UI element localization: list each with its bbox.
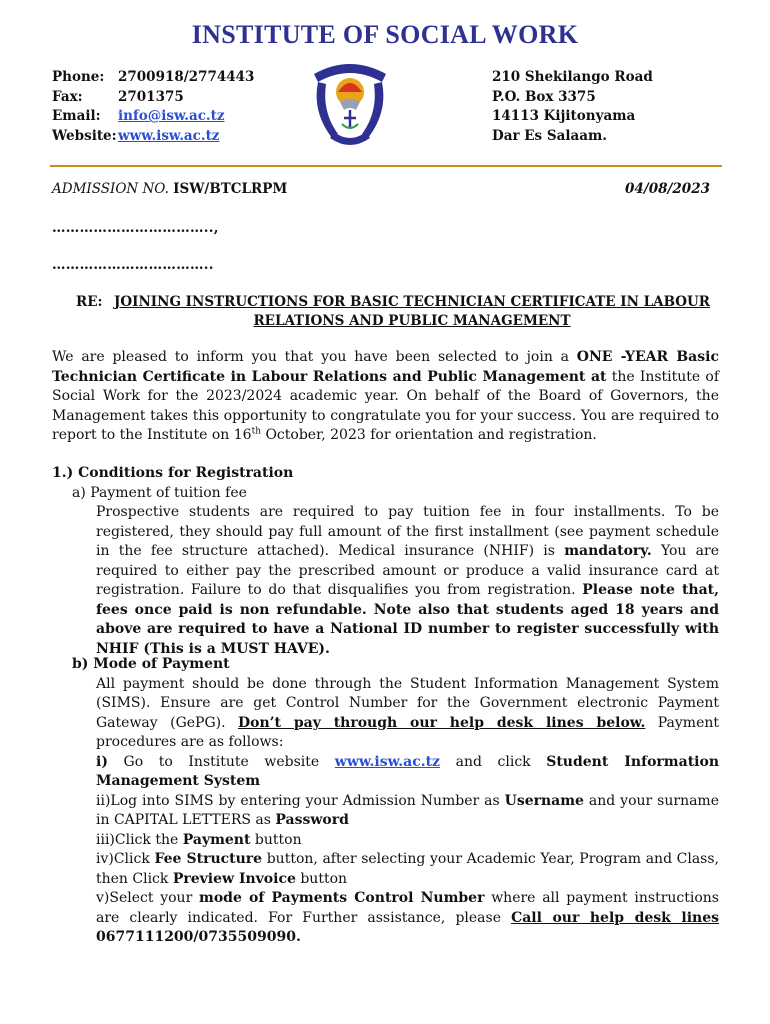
tuition-mandatory: mandatory. — [564, 543, 652, 559]
payment-step-4 — [52, 850, 719, 889]
header-divider — [50, 165, 722, 167]
payment-text-1: All payment should be done through the Student Information Management System (SIMS). Ensure are get Control Number for the Government electronic Payment Gateway (GePG). — [96, 675, 719, 731]
tuition-fee-paragraph — [52, 503, 719, 659]
payment-step-5 — [52, 889, 719, 948]
payment-text-2: Payment procedures are as follows: — [96, 714, 720, 750]
contact-block — [52, 68, 254, 146]
step-5-control-number: mode of Payments Control Number — [199, 890, 485, 906]
step-4-preview-invoice: Preview Invoice — [172, 870, 296, 887]
tuition-text-2: You are required to either pay the prescribed amount or produce a valid insurance card at registration. Failure to do that disqualifies you from registration. — [96, 543, 719, 598]
step-1-text-1: Go to Institute website — [107, 753, 335, 770]
admission-number — [52, 181, 287, 197]
step-3-payment: Payment — [182, 831, 251, 848]
payment-warning: Don’t pay through our help desk lines below. — [238, 714, 646, 731]
recipient-name-placeholder: …………………………….., — [52, 220, 219, 236]
admission-value: ISW/BTCLRPM — [173, 181, 288, 197]
intro-text-2: the Institute of Social Work for the 2023/2024 academic year. On behalf of the Board of Governors, the Management takes this opportunity to congratulate you for your success. You are required to report to the Institute on 16 — [52, 368, 719, 443]
step-4-fee-structure: Fee Structure — [154, 851, 263, 867]
step-1-text-2: and click — [440, 753, 547, 770]
website-row — [52, 127, 254, 147]
tuition-note: Please note that, fees once paid is non refundable. Note also that students aged 18 years and above are required to have a National ID number to register successfully with NHIF (This is a MUST HAVE). — [96, 582, 719, 657]
step-2-text-2: and your surname in CAPITAL LETTERS as — [96, 792, 719, 828]
fax-label: Fax: — [52, 88, 83, 105]
section-b-heading: b) Mode of Payment — [72, 656, 230, 672]
fax-row — [52, 88, 254, 108]
step-2-username: Username — [504, 792, 584, 809]
section-payment-mode — [52, 655, 719, 948]
section-a-heading: a) Payment of tuition fee — [72, 484, 247, 501]
website-label: Website: — [52, 127, 117, 144]
subject-label: RE: — [76, 294, 103, 310]
payment-paragraph — [52, 675, 719, 753]
institute-title: INSTITUTE OF SOCIAL WORK — [191, 20, 579, 49]
step-1-website-link[interactable]: www.isw.ac.tz — [334, 753, 441, 770]
intro-text-1: We are pleased to inform you that you have been selected to join a — [52, 349, 577, 365]
email-label: Email: — [52, 108, 101, 124]
intro-paragraph — [52, 348, 719, 446]
step-5-phone-numbers: 0677111200/0735509090. — [96, 929, 301, 945]
phone-value: 2700918/2774443 — [118, 69, 255, 85]
step-3-text-2: button — [250, 831, 302, 848]
step-4-text-3: button — [295, 870, 348, 887]
phone-row — [52, 68, 254, 88]
subject-line — [52, 293, 722, 331]
step-1-sims: Student Information Management System — [96, 753, 719, 789]
email-link[interactable]: info@isw.ac.tz — [118, 108, 225, 124]
logo-banner-left — [317, 82, 338, 138]
intro-superscript: th — [251, 426, 261, 437]
admission-label: ADMISSION NO. — [52, 181, 169, 197]
step-1-number: i) — [96, 753, 108, 770]
tuition-text-1: Prospective students are required to pay tuition fee in four installments. To be registered, they should pay full amount of the first installment (see payment schedule in the fee structure attached). Medical insurance (NHIF) is — [96, 504, 719, 559]
section-1-heading: 1.) Conditions for Registration — [52, 465, 294, 481]
step-4-text-2: button, after selecting your Academic Year, Program and Class, then Click — [96, 851, 719, 887]
payment-step-1 — [52, 753, 719, 792]
phone-label: Phone: — [52, 69, 105, 85]
logo-dove — [340, 99, 360, 110]
address-line-1: 210 Shekilango Road — [492, 69, 653, 85]
institute-logo — [308, 52, 392, 152]
step-5-help-desk: Call our help desk lines — [511, 909, 720, 926]
letter-date: 04/08/2023 — [624, 181, 710, 197]
recipient-address-placeholder: …………………………….. — [52, 257, 214, 273]
step-5-text-1: v)Select your — [96, 890, 199, 906]
logo-cross — [344, 110, 356, 128]
intro-text-3: October, 2023 for orientation and registration. — [261, 427, 597, 443]
step-5-text-2: where all payment instructions are clearly indicated. For Further assistance, please — [96, 890, 719, 926]
step-4-text-1: iv)Click — [96, 851, 155, 867]
logo-banner-bottom — [330, 132, 370, 145]
website-link[interactable]: www.isw.ac.tz — [118, 127, 220, 144]
address-line-3: 14113 Kijitonyama — [492, 108, 636, 124]
intro-program-name: ONE -YEAR Basic Technician Certificate in Labour Relations and Public Management at — [52, 349, 719, 385]
subject-title: JOINING INSTRUCTIONS FOR BASIC TECHNICIAN CERTIFICATE IN LABOUR RELATIONS AND PUBLIC MANAGEMENT — [113, 294, 711, 329]
email-row — [52, 107, 254, 127]
step-2-password: Password — [275, 812, 349, 828]
payment-step-2 — [52, 792, 719, 831]
section-conditions — [52, 464, 719, 659]
address-line-4: Dar Es Salaam. — [492, 127, 607, 144]
step-2-text-1: ii)Log into SIMS by entering your Admission Number as — [96, 792, 505, 809]
payment-step-3 — [52, 831, 719, 851]
address-line-2: P.O. Box 3375 — [492, 88, 596, 105]
fax-value: 2701375 — [118, 88, 184, 105]
address-block — [492, 68, 653, 146]
step-3-text-1: iii)Click the — [96, 831, 183, 848]
logo-banner-right — [362, 82, 383, 138]
